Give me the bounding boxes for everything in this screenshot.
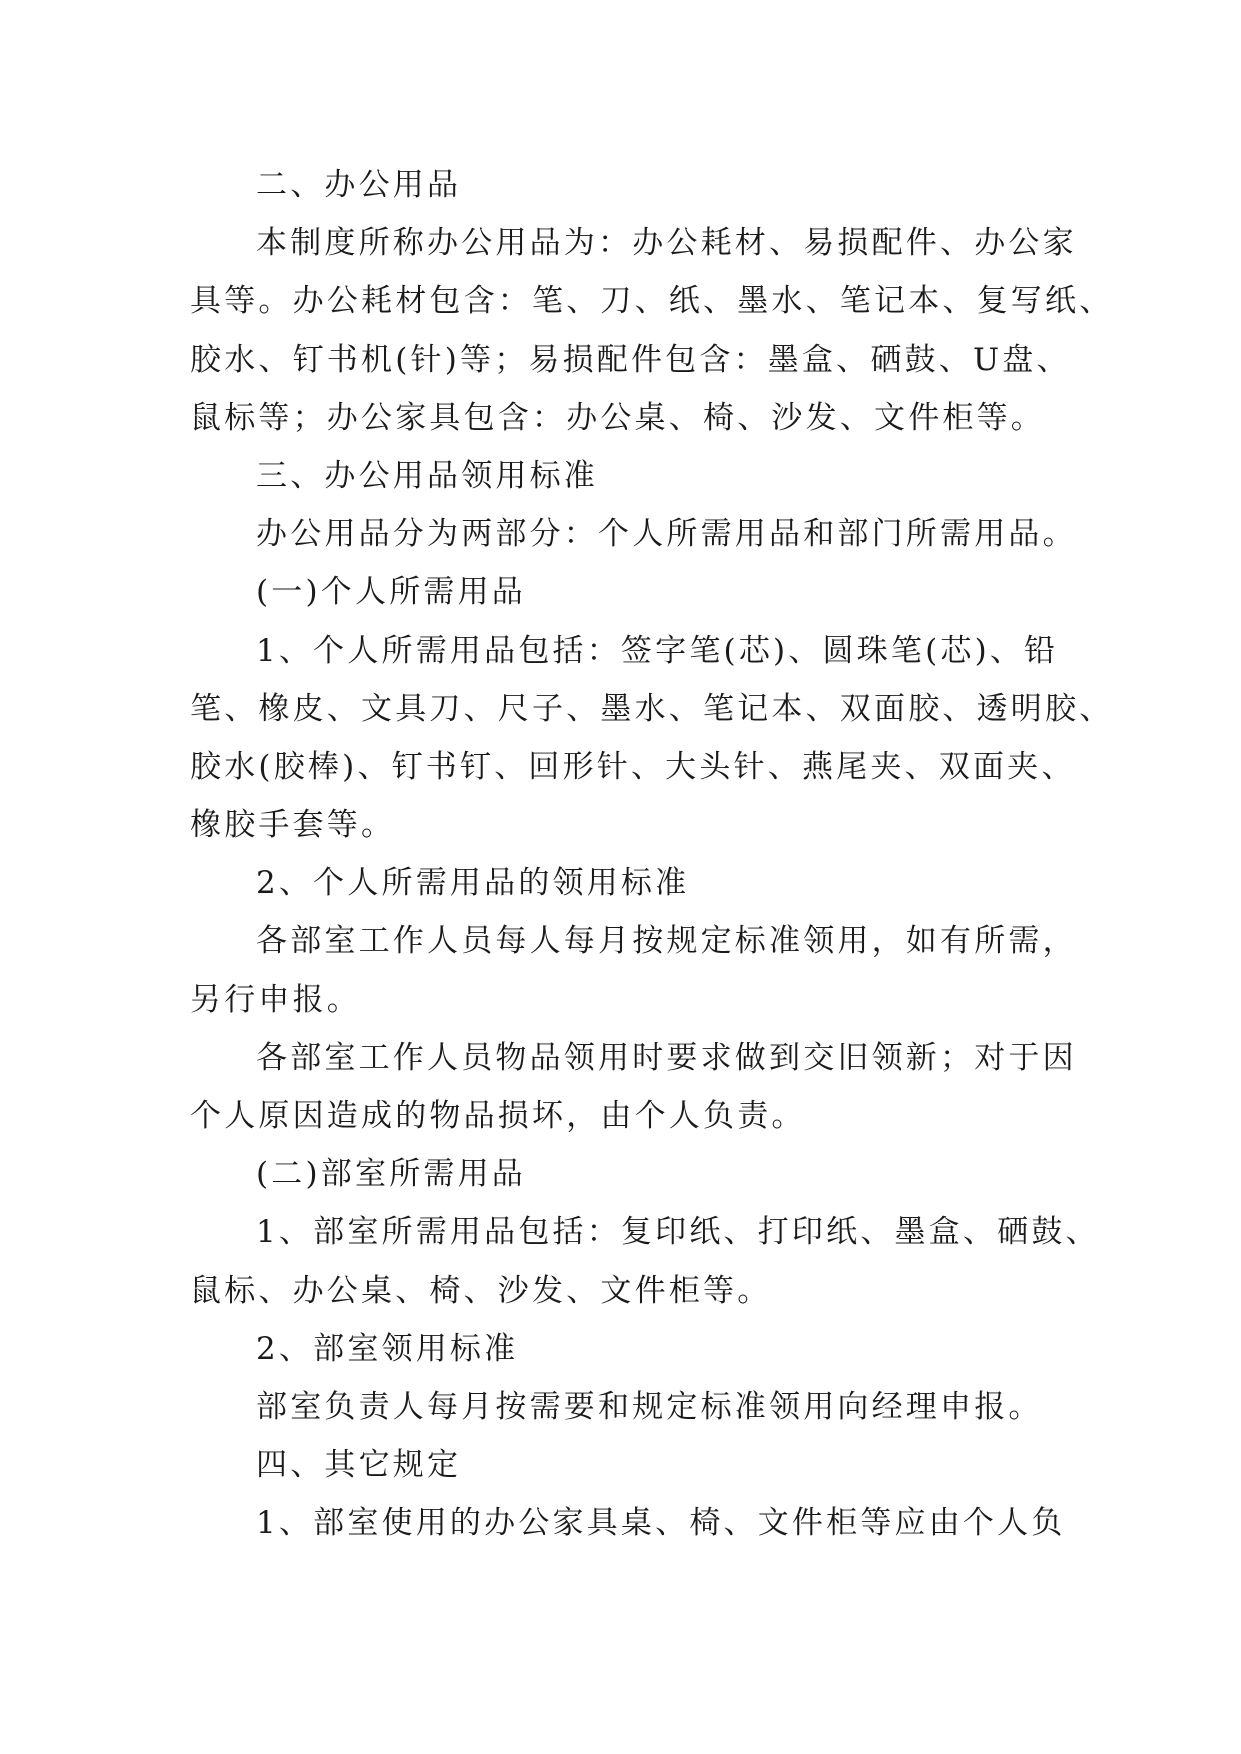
text-line: 2、个人所需用品的领用标准 [256,865,690,902]
text-line: 四、其它规定 [256,1447,462,1484]
text-line: 本制度所称办公用品为：办公耗材、易损配件、办公家 [256,225,1077,262]
text-line: 各部室工作人员每人每月按规定标准领用，如有所需， [256,923,1077,960]
text-line: 二、办公用品 [256,167,462,203]
text-line: 1、部室使用的办公家具桌、椅、文件柜等应由个人负 [256,1505,1066,1542]
text-line: 2、部室领用标准 [256,1330,519,1367]
document-body [190,156,1114,1553]
text-line: 另行申报。 [190,981,361,1018]
text-line: 1、个人所需用品包括：签字笔(芯)、圆珠笔(芯)、铅 [256,632,1059,669]
text-line: (二)部室所需用品 [256,1156,526,1193]
text-line: 1、部室所需用品包括：复印纸、打印纸、墨盒、硒鼓、 [256,1214,1100,1251]
text-line: 鼠标等；办公家具包含：办公桌、椅、沙发、文件柜等。 [190,399,1045,436]
text-line: 办公用品分为两部分：个人所需用品和部门所需用品。 [256,516,1077,553]
text-line: 笔、橡皮、文具刀、尺子、墨水、笔记本、双面胶、透明胶、 [190,690,1114,727]
text-line: 部室负责人每月按需要和规定标准领用向经理申报。 [256,1388,1043,1425]
text-line: 三、办公用品领用标准 [256,457,598,494]
text-line: 胶水(胶棒)、钉书钉、回形针、大头针、燕尾夹、双面夹、 [190,748,1076,785]
text-line: 各部室工作人员物品领用时要求做到交旧领新；对于因 [256,1039,1077,1076]
text-line: 个人原因造成的物品损坏，由个人负责。 [190,1098,806,1134]
text-line: 具等。办公耗材包含：笔、刀、纸、墨水、笔记本、复写纸、 [190,283,1114,320]
text-line: 橡胶手套等。 [190,807,396,844]
text-line: (一)个人所需用品 [256,574,526,611]
text-line: 鼠标、办公桌、椅、沙发、文件柜等。 [190,1272,772,1309]
text-line: 胶水、钉书机(针)等；易损配件包含：墨盒、硒鼓、U盘、 [190,341,1071,378]
